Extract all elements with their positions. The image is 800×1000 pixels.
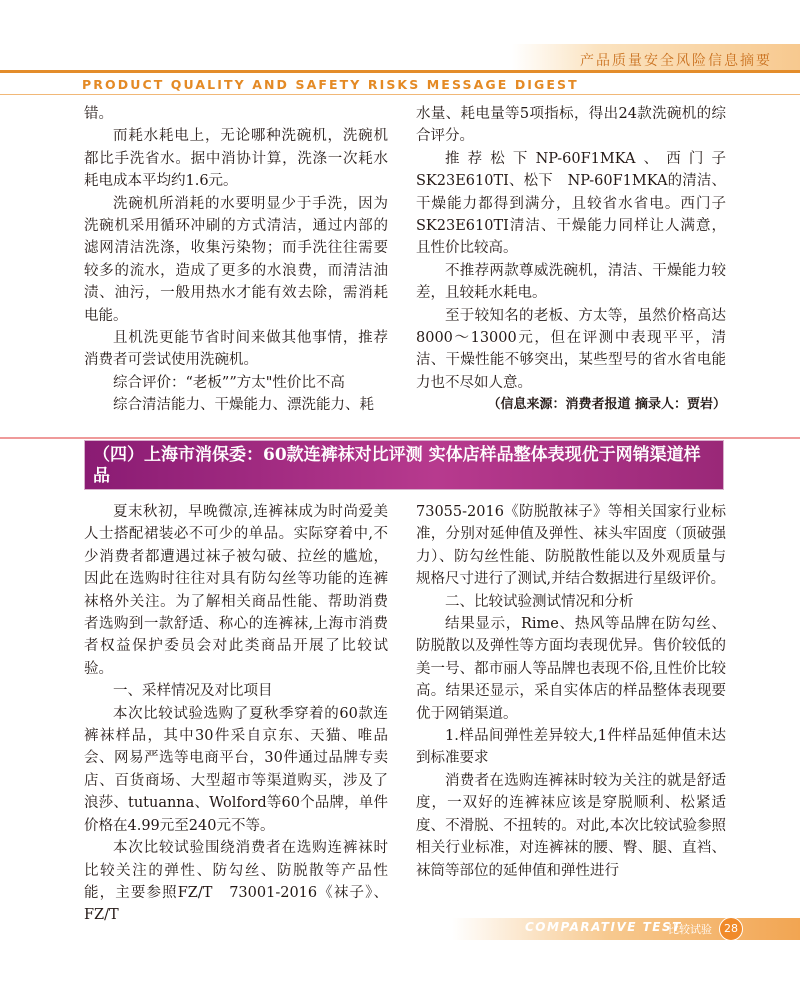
header-rule-thin <box>0 94 800 95</box>
section-title: （四）上海市消保委：60款连裤袜对比评测 实体店样品整体表现优于网销渠道样品 <box>93 445 701 486</box>
paragraph: 而耗水耗电上，无论哪种洗碗机，洗碗机都比手洗省水。据中消协计算，洗涤一次耗水耗电成本平均约1.6元。 <box>84 128 388 190</box>
column-upper-left <box>84 103 388 417</box>
subheading: 1.样品间弹性差异较大,1件样品延伸值未达到标准要求 <box>416 728 726 767</box>
paragraph: 至于较知名的老板、方太等，虽然价格高达8000～13000元，但在评测中表现平平，清洁、干燥性能不够突出，某些型号的省水省电能力也不尽如人意。 <box>416 307 726 391</box>
header-rule <box>0 70 800 73</box>
subheading: 一、采样情况及对比项目 <box>113 683 273 700</box>
column-lower-left <box>84 501 388 927</box>
source-note: （信息来源：消费者报道 摘录人：贾岩） <box>487 397 726 413</box>
paragraph: 推荐松下NP-60F1MKA、西门子SK23E610TI、松下 NP-60F1MKA的清洁、干燥能力都得到满分，且较省水省电。西门子SK23E610TI清洁、干燥能力同样让人满意，且性价比较高。 <box>416 150 726 257</box>
subheading: 二、比较试验测试情况和分析 <box>445 593 634 610</box>
paragraph: 不推荐两款尊威洗碗机，清洁、干燥能力较差，且较耗水耗电。 <box>416 262 726 302</box>
section-rule <box>0 437 800 439</box>
header-cn-title: 产品质量安全风险信息摘要 <box>580 53 772 69</box>
paragraph: 错。 <box>84 106 113 122</box>
header-en-title: PRODUCT QUALITY AND SAFETY RISKS MESSAGE DIGEST <box>82 77 579 92</box>
paragraph: 且机洗更能节省时间来做其他事情，推荐消费者可尝试使用洗碗机。 <box>84 330 388 369</box>
paragraph: 洗碗机所消耗的水要明显少于手洗，因为洗碗机采用循环冲刷的方式清洁，通过内部的滤网清洁洗涤，收集污染物；而手洗往往需要较多的流水，造成了更多的水浪费，而清洁油渍、油污，一般用热水才能有效去除，需消耗电能。 <box>84 195 388 324</box>
paragraph: 综合评价：“老板””方太"性价比不高 <box>113 374 345 391</box>
footer-en-label: COMPARATIVE TEST <box>525 920 682 934</box>
paragraph: 本次比较试验选购了夏秋季穿着的60款连裤袜样品，其中30件采自京东、天猫、唯品会、网易严选等电商平台，30件通过品牌专卖店、百货商场、大型超市等渠道购买，涉及了浪莎、tutuanna、Wolford等60个品牌，单件价格在4.99元至240元不等。 <box>84 705 388 834</box>
paragraph: 本次比较试验围绕消费者在选购连裤袜时比较关注的弹性、防勾丝、防脱散等产品性能，主要参照FZ/T 73001-2016《袜子》、FZ/T <box>84 840 388 924</box>
paragraph: 水量、耗电量等5项指标，得出24款洗碗机的综合评分。 <box>416 106 726 145</box>
paragraph: 消费者在选购连裤袜时较为关注的就是舒适度，一双好的连裤袜应该是穿脱顺利、松紧适度、不滑脱、不扭转的。对此,本次比较试验参照相关行业标准，对连裤袜的腰、臀、腿、直裆、袜筒等部位的延伸值和弹性进行 <box>416 772 726 879</box>
section-banner <box>84 440 724 490</box>
column-lower-right <box>416 501 726 882</box>
column-upper-right <box>416 103 726 417</box>
paragraph: 综合清洁能力、干燥能力、漂洗能力、耗 <box>113 397 374 414</box>
paragraph: 73055-2016《防脱散袜子》等相关国家行业标准，分别对延伸值及弹性、袜头牢固度（顶破强力）、防勾丝性能、防脱散性能以及外观质量与规格尺寸进行了测试,并结合数据进行星级评价。 <box>416 504 726 588</box>
page-number: 28 <box>719 917 743 941</box>
header-cn-banner <box>512 44 800 72</box>
paragraph: 结果显示，Rime、热风等品牌在防勾丝、防脱散以及弹性等方面均表现优异。售价较低的美一号、都市丽人等品牌也表现不俗,且性价比较高。结果还显示，采自实体店的样品整体表现要优于网销渠道。 <box>416 616 726 722</box>
footer-cn-label: 比较试验 <box>668 923 712 936</box>
paragraph: 夏末秋初，早晚微凉,连裤袜成为时尚爱美人士搭配裙装必不可少的单品。实际穿着中,不少消费者都遭遇过袜子被勾破、拉丝的尴尬，因此在选购时往往对具有防勾丝等功能的连裤袜格外关注。为了解相关商品性能、帮助消费者选购到一款舒适、称心的连裤袜,上海市消费者权益保护委员会对此类商品开展了比较试验。 <box>84 504 388 677</box>
